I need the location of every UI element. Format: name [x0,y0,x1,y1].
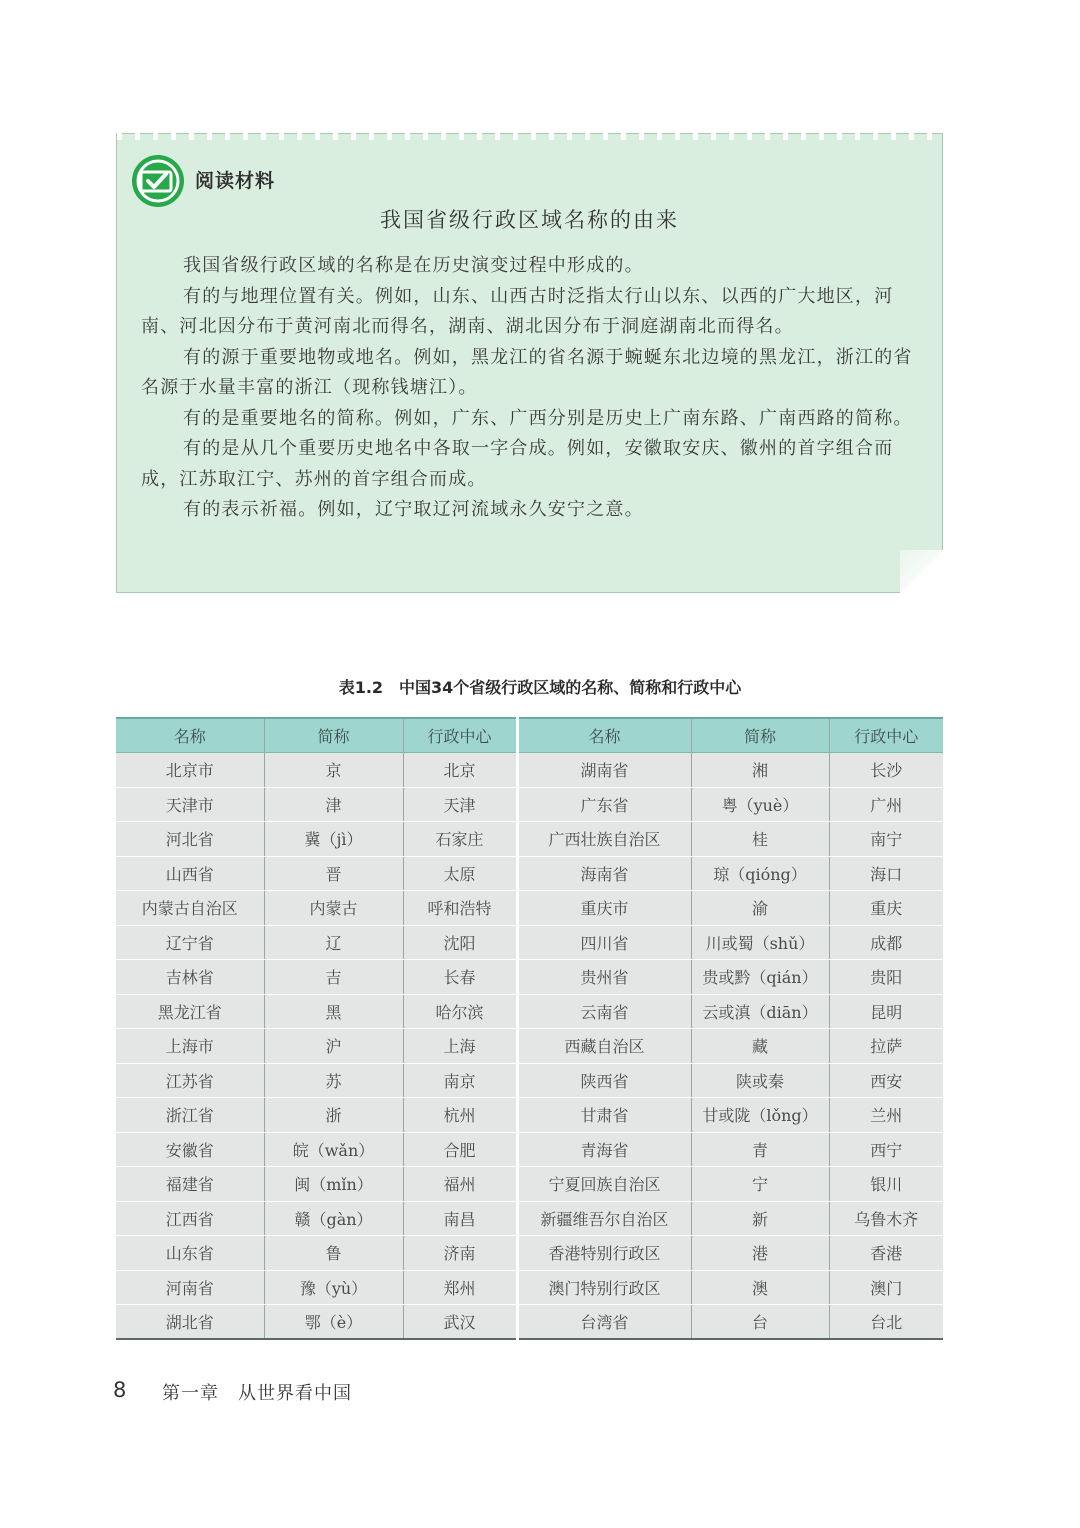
cell-capital: 武汉 [403,1305,517,1340]
cell-abbreviation: 粤（yuè） [691,787,829,822]
table-row [116,925,943,960]
cell-name: 云南省 [517,994,691,1029]
cell-abbreviation: 吉 [264,960,403,995]
cell-capital: 福州 [403,1167,517,1202]
cell-capital: 海口 [829,856,943,891]
cell-name: 北京市 [116,753,264,788]
cell-name: 天津市 [116,787,264,822]
cell-abbreviation: 沪 [264,1029,403,1064]
cell-name: 山西省 [116,856,264,891]
header-abbreviation: 简称 [691,718,829,753]
table-row [116,1029,943,1064]
cell-name: 重庆市 [517,891,691,926]
cell-capital: 广州 [829,787,943,822]
cell-capital: 呼和浩特 [403,891,517,926]
cell-capital: 重庆 [829,891,943,926]
chapter-title: 第一章 从世界看中国 [162,1383,352,1404]
table-row [116,1270,943,1305]
cell-name: 甘肃省 [517,1098,691,1133]
cell-abbreviation: 湘 [691,753,829,788]
cell-name: 吉林省 [116,960,264,995]
cell-abbreviation: 宁 [691,1167,829,1202]
header-name: 名称 [116,718,264,753]
cell-abbreviation: 甘或陇（lǒng） [691,1098,829,1133]
province-table [116,717,943,1340]
cell-capital: 南昌 [403,1201,517,1236]
cell-abbreviation: 台 [691,1305,829,1340]
table-caption: 表1.2 中国34个省级行政区域的名称、简称和行政中心 [338,678,742,697]
cell-name: 上海市 [116,1029,264,1064]
cell-abbreviation: 晋 [264,856,403,891]
header-abbreviation: 简称 [264,718,403,753]
cell-capital: 香港 [829,1236,943,1271]
header-name: 名称 [517,718,691,753]
cell-name: 海南省 [517,856,691,891]
cell-name: 广东省 [517,787,691,822]
cell-abbreviation: 渝 [691,891,829,926]
cell-abbreviation: 闽（mǐn） [264,1167,403,1202]
table-row [116,753,943,788]
reading-paragraph: 有的是重要地名的简称。例如，广东、广西分别是历史上广南东路、广南西路的简称。 [183,407,913,429]
cell-abbreviation: 辽 [264,925,403,960]
cell-capital: 长春 [403,960,517,995]
table-row [116,787,943,822]
reading-paragraph: 我国省级行政区域的名称是在历史演变过程中形成的。 [183,255,644,276]
cell-abbreviation: 陕或秦 [691,1063,829,1098]
cell-name: 安徽省 [116,1132,264,1167]
cell-abbreviation: 鄂（è） [264,1305,403,1340]
cell-name: 澳门特别行政区 [517,1270,691,1305]
cell-capital: 沈阳 [403,925,517,960]
cell-abbreviation: 豫（yù） [264,1270,403,1305]
table-row [116,1132,943,1167]
cell-name: 福建省 [116,1167,264,1202]
table-row [116,822,943,857]
reading-paragraph: 有的与地理位置有关。例如，山东、山西古时泛指太行山以东、以西的广大地区，河南、河北因分布于黄河南北而得名，湖南、湖北因分布于洞庭湖南北而得名。 [141,285,894,337]
cell-name: 台湾省 [517,1305,691,1340]
table-header-row [116,718,943,753]
page-curl [900,550,944,594]
cell-capital: 西宁 [829,1132,943,1167]
cell-abbreviation: 港 [691,1236,829,1271]
reading-material-box [116,133,943,593]
cell-abbreviation: 内蒙古 [264,891,403,926]
cell-name: 宁夏回族自治区 [517,1167,691,1202]
cell-name: 湖北省 [116,1305,264,1340]
reading-paragraph: 有的是从几个重要历史地名中各取一字合成。例如，安徽取安庆、徽州的首字组合而成，江苏取江宁、苏州的首字组合而成。 [141,438,894,490]
cell-capital: 北京 [403,753,517,788]
cell-name: 香港特别行政区 [517,1236,691,1271]
cell-name: 四川省 [517,925,691,960]
cell-name: 西藏自治区 [517,1029,691,1064]
cell-capital: 哈尔滨 [403,994,517,1029]
cell-name: 青海省 [517,1132,691,1167]
cell-abbreviation: 贵或黔（qián） [691,960,829,995]
cell-name: 辽宁省 [116,925,264,960]
cell-name: 广西壮族自治区 [517,822,691,857]
cell-abbreviation: 皖（wǎn） [264,1132,403,1167]
cell-capital: 南京 [403,1063,517,1098]
cell-abbreviation: 新 [691,1201,829,1236]
cell-capital: 乌鲁木齐 [829,1201,943,1236]
cell-abbreviation: 冀（jì） [264,822,403,857]
cell-capital: 石家庄 [403,822,517,857]
cell-name: 内蒙古自治区 [116,891,264,926]
table-row [116,856,943,891]
cell-abbreviation: 黑 [264,994,403,1029]
cell-capital: 昆明 [829,994,943,1029]
page-number: 8 [113,1378,127,1402]
cell-abbreviation: 苏 [264,1063,403,1098]
cell-name: 江西省 [116,1201,264,1236]
cell-abbreviation: 赣（gàn） [264,1201,403,1236]
cell-abbreviation: 云或滇（diān） [691,994,829,1029]
table-row [116,960,943,995]
cell-name: 浙江省 [116,1098,264,1133]
cell-abbreviation: 青 [691,1132,829,1167]
cell-abbreviation: 澳 [691,1270,829,1305]
table-body [116,753,943,1340]
reading-body [141,251,923,526]
cell-name: 新疆维吾尔自治区 [517,1201,691,1236]
table-row [116,891,943,926]
table-row [116,1201,943,1236]
reading-badge-label: 阅读材料 [195,170,276,192]
cell-abbreviation: 京 [264,753,403,788]
table-row [116,1063,943,1098]
cell-capital: 杭州 [403,1098,517,1133]
cell-name: 湖南省 [517,753,691,788]
table-row [116,1305,943,1340]
note-perforation [117,132,942,140]
cell-abbreviation: 藏 [691,1029,829,1064]
table-row [116,1098,943,1133]
header-capital: 行政中心 [403,718,517,753]
reading-paragraph: 有的源于重要地物或地名。例如，黑龙江的省名源于蜿蜒东北边境的黑龙江，浙江的省名源于水量丰富的浙江（现称钱塘江）。 [141,346,913,398]
cell-name: 陕西省 [517,1063,691,1098]
table-row [116,1236,943,1271]
cell-name: 河南省 [116,1270,264,1305]
cell-capital: 上海 [403,1029,517,1064]
cell-name: 江苏省 [116,1063,264,1098]
cell-capital: 天津 [403,787,517,822]
header-capital: 行政中心 [829,718,943,753]
cell-name: 山东省 [116,1236,264,1271]
cell-capital: 长沙 [829,753,943,788]
book-check-icon [131,154,185,208]
cell-abbreviation: 津 [264,787,403,822]
cell-abbreviation: 浙 [264,1098,403,1133]
cell-capital: 兰州 [829,1098,943,1133]
cell-name: 河北省 [116,822,264,857]
cell-capital: 银川 [829,1167,943,1202]
cell-capital: 太原 [403,856,517,891]
cell-capital: 澳门 [829,1270,943,1305]
cell-name: 黑龙江省 [116,994,264,1029]
cell-capital: 成都 [829,925,943,960]
table-row [116,994,943,1029]
cell-capital: 台北 [829,1305,943,1340]
cell-capital: 郑州 [403,1270,517,1305]
table-row [116,1167,943,1202]
reading-title: 我国省级行政区域名称的由来 [380,208,679,232]
cell-abbreviation: 琼（qióng） [691,856,829,891]
cell-capital: 南宁 [829,822,943,857]
cell-capital: 合肥 [403,1132,517,1167]
cell-capital: 济南 [403,1236,517,1271]
cell-capital: 拉萨 [829,1029,943,1064]
cell-capital: 贵阳 [829,960,943,995]
cell-abbreviation: 鲁 [264,1236,403,1271]
cell-name: 贵州省 [517,960,691,995]
cell-abbreviation: 桂 [691,822,829,857]
cell-capital: 西安 [829,1063,943,1098]
reading-paragraph: 有的表示祈福。例如，辽宁取辽河流域永久安宁之意。 [183,499,644,520]
cell-abbreviation: 川或蜀（shǔ） [691,925,829,960]
